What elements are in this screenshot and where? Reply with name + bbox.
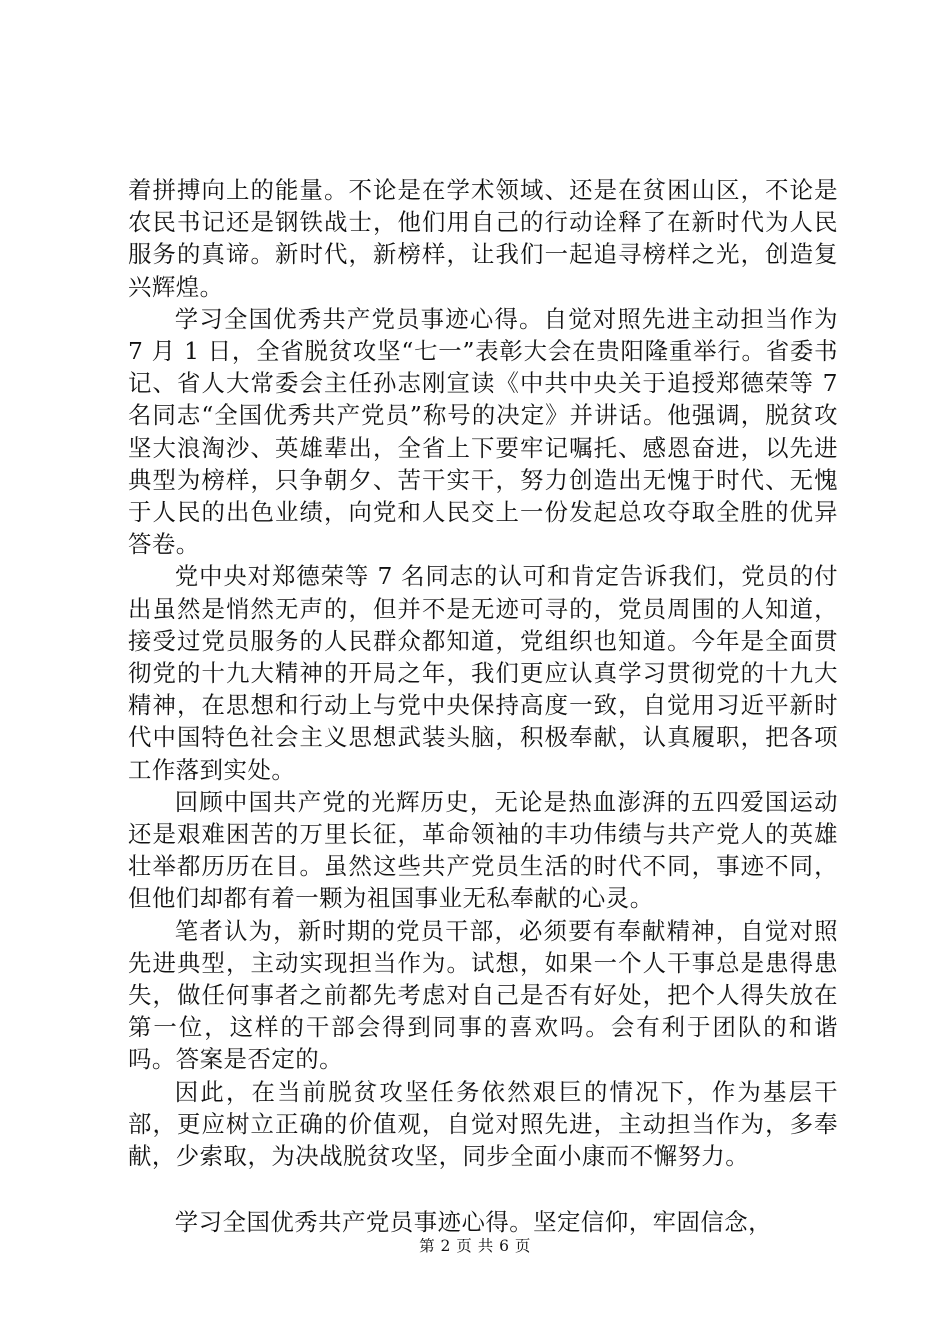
- paragraph-conclusion: 因此，在当前脱贫攻坚任务依然艰巨的情况下，作为基层干部，更应树立正确的价值观，自觉对照先进，主动担当作为，多奉献，少索取，为决战脱贫攻坚，同步全面小康而不懈努力。: [128, 1077, 838, 1171]
- paragraph-learning-notes-intro: 学习全国优秀共产党员事迹心得。自觉对照先进主动担当作为 7 月 1 日，全省脱贫攻坚“七一”表彰大会在贵阳隆重举行。省委书记、省人大常委会主任孙志刚宣读《中共中央关于追授郑德荣等 7 名同志“全国优秀共产党员”称号的决定》并讲话。他强调，脱贫攻坚大浪淘沙、英雄辈出，全省上下要牢记嘱托、感恩奋进，以先进典型为榜样，只争朝夕、苦干实干，努力创造出无愧于时代、无愧于人民的出色业绩，向党和人民交上一份发起总攻夺取全胜的优异答卷。: [128, 304, 838, 559]
- paragraph-party-central-recognition: 党中央对郑德荣等 7 名同志的认可和肯定告诉我们，党员的付出虽然是悄然无声的，但并不是无迹可寻的，党员周围的人知道，接受过党员服务的人民群众都知道，党组织也知道。今年是全面贯彻党的十九大精神的开局之年，我们更应认真学习贯彻党的十九大精神，在思想和行动上与党中央保持高度一致，自觉用习近平新时代中国特色社会主义思想武装头脑，积极奉献，认真履职，把各项工作落到实处。: [128, 562, 838, 784]
- paragraph-continued: 着拼搏向上的能量。不论是在学术领域、还是在贫困山区，不论是农民书记还是钢铁战士，他们用自己的行动诠释了在新时代为人民服务的真谛。新时代，新榜样，让我们一起追寻榜样之光，创造复兴辉煌。: [128, 176, 838, 301]
- document-body: [128, 174, 838, 1239]
- page-number-footer: 第 2 页 共 6 页: [419, 1237, 531, 1255]
- paragraph-author-view: 笔者认为，新时期的党员干部，必须要有奉献精神，自觉对照先进典型，主动实现担当作为。试想，如果一个人干事总是患得患失，做任何事者之前都先考虑对自己是否有好处，把个人得失放在第一位，这样的干部会得到同事的喜欢吗。会有利于团队的和谐吗。答案是否定的。: [128, 916, 838, 1074]
- paragraph-party-history: 回顾中国共产党的光辉历史，无论是热血澎湃的五四爱国运动还是艰难困苦的万里长征，革命领袖的丰功伟绩与共产党人的英雄壮举都历历在目。虽然这些共产党员生活的时代不同，事迹不同，但他们却都有着一颗为祖国事业无私奉献的心灵。: [128, 787, 838, 913]
- paragraph-next-section-start: 学习全国优秀共产党员事迹心得。坚定信仰，牢固信念，: [174, 1208, 773, 1237]
